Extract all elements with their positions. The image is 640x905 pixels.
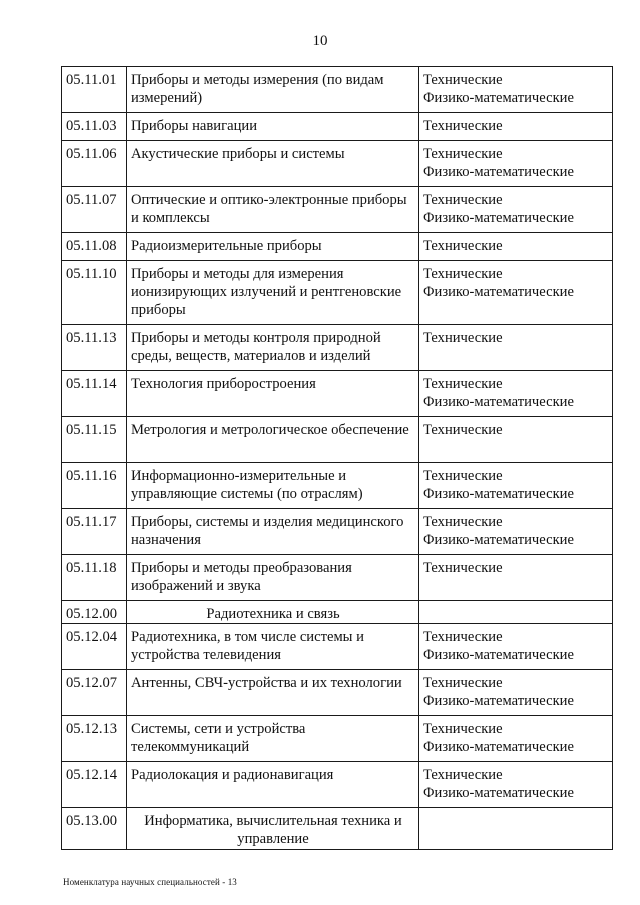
- specialty-code: 05.11.15: [62, 417, 127, 463]
- table-row: [62, 624, 613, 670]
- science-branch: Физико-математические: [423, 90, 574, 106]
- science-branches: [419, 555, 613, 601]
- specialty-name: Приборы, системы и изделия медицинского назначения: [127, 509, 419, 555]
- footer-text: Номенклатура научных специальностей - 13: [63, 877, 237, 887]
- science-branches: [419, 187, 613, 233]
- table-row: [62, 716, 613, 762]
- specialty-code: 05.12.13: [62, 716, 127, 762]
- specialty-name: Оптические и оптико-электронные приборы и комплексы: [127, 187, 419, 233]
- specialty-code: 05.11.08: [62, 233, 127, 261]
- science-branch: Технические: [423, 266, 503, 282]
- science-branches: [419, 371, 613, 417]
- specialty-name: Технология приборостроения: [127, 371, 419, 417]
- specialty-code: 05.11.17: [62, 509, 127, 555]
- science-branches: [419, 808, 613, 850]
- table-row: [62, 261, 613, 325]
- specialty-code: 05.11.14: [62, 371, 127, 417]
- specialty-name: Приборы навигации: [127, 113, 419, 141]
- table-row: [62, 808, 613, 850]
- science-branch: Технические: [423, 422, 503, 438]
- science-branch: Физико-математические: [423, 532, 574, 548]
- specialty-code: 05.12.00: [62, 601, 127, 624]
- page-number: 10: [312, 33, 328, 49]
- science-branch: Технические: [423, 560, 503, 576]
- table-row: [62, 463, 613, 509]
- science-branches: [419, 509, 613, 555]
- table-row: [62, 233, 613, 261]
- science-branch: Физико-математические: [423, 284, 574, 300]
- specialties-table-body: [62, 67, 613, 850]
- table-row: [62, 141, 613, 187]
- table-row: [62, 601, 613, 624]
- specialty-name: Информационно-измерительные и управляющие системы (по отраслям): [127, 463, 419, 509]
- specialty-name: Радиолокация и радионавигация: [127, 762, 419, 808]
- science-branch: Физико-математические: [423, 394, 574, 410]
- table-row: [62, 509, 613, 555]
- specialty-name: Акустические приборы и системы: [127, 141, 419, 187]
- specialty-code: 05.11.18: [62, 555, 127, 601]
- specialty-code: 05.11.13: [62, 325, 127, 371]
- science-branches: [419, 601, 613, 624]
- specialty-name: Радиоизмерительные приборы: [127, 233, 419, 261]
- specialty-code: 05.12.07: [62, 670, 127, 716]
- science-branches: [419, 325, 613, 371]
- specialty-code: 05.11.06: [62, 141, 127, 187]
- science-branch: Технические: [423, 675, 503, 691]
- science-branch: Физико-математические: [423, 164, 574, 180]
- table-row: [62, 555, 613, 601]
- science-branch: Физико-математические: [423, 486, 574, 502]
- specialty-code: 05.13.00: [62, 808, 127, 850]
- science-branches: [419, 670, 613, 716]
- science-branch: Технические: [423, 192, 503, 208]
- specialty-code: 05.11.01: [62, 67, 127, 113]
- specialty-code: 05.11.16: [62, 463, 127, 509]
- specialty-name: Метрология и метрологическое обеспечение: [127, 417, 419, 463]
- science-branch: Технические: [423, 721, 503, 737]
- science-branches: [419, 624, 613, 670]
- table-row: [62, 670, 613, 716]
- science-branches: [419, 67, 613, 113]
- science-branch: Технические: [423, 72, 503, 88]
- science-branches: [419, 762, 613, 808]
- specialty-name: Приборы и методы для измерения ионизирующих излучений и рентгеновские приборы: [127, 261, 419, 325]
- specialty-name: Радиотехника, в том числе системы и устройства телевидения: [127, 624, 419, 670]
- science-branch: Технические: [423, 118, 503, 134]
- table-row: [62, 67, 613, 113]
- table-row: [62, 371, 613, 417]
- science-branches: [419, 261, 613, 325]
- science-branch: Физико-математические: [423, 210, 574, 226]
- specialty-code: 05.12.14: [62, 762, 127, 808]
- science-branch: Физико-математические: [423, 785, 574, 801]
- science-branch: Технические: [423, 629, 503, 645]
- table-row: [62, 417, 613, 463]
- table-row: [62, 113, 613, 141]
- specialty-name: Приборы и методы преобразования изображений и звука: [127, 555, 419, 601]
- specialty-name: Антенны, СВЧ-устройства и их технологии: [127, 670, 419, 716]
- science-branch: Технические: [423, 330, 503, 346]
- science-branch: Технические: [423, 514, 503, 530]
- table-row: [62, 187, 613, 233]
- specialty-code: 05.12.04: [62, 624, 127, 670]
- specialty-code: 05.11.10: [62, 261, 127, 325]
- science-branch: Физико-математические: [423, 693, 574, 709]
- section-heading: Информатика, вычислительная техника и управление: [127, 808, 419, 850]
- science-branches: [419, 233, 613, 261]
- science-branch: Технические: [423, 376, 503, 392]
- science-branch: Физико-математические: [423, 739, 574, 755]
- specialty-name: Приборы и методы контроля природной среды, веществ, материалов и изделий: [127, 325, 419, 371]
- science-branches: [419, 716, 613, 762]
- science-branches: [419, 113, 613, 141]
- science-branch: Физико-математические: [423, 647, 574, 663]
- table-row: [62, 325, 613, 371]
- specialty-name: Приборы и методы измерения (по видам измерений): [127, 67, 419, 113]
- section-heading: Радиотехника и связь: [127, 601, 419, 624]
- specialty-code: 05.11.03: [62, 113, 127, 141]
- specialty-code: 05.11.07: [62, 187, 127, 233]
- science-branch: Технические: [423, 767, 503, 783]
- science-branch: Технические: [423, 468, 503, 484]
- science-branch: Технические: [423, 238, 503, 254]
- science-branches: [419, 141, 613, 187]
- science-branches: [419, 463, 613, 509]
- specialty-name: Системы, сети и устройства телекоммуникаций: [127, 716, 419, 762]
- science-branch: Технические: [423, 146, 503, 162]
- table-row: [62, 762, 613, 808]
- science-branches: [419, 417, 613, 463]
- specialties-table: [61, 66, 613, 850]
